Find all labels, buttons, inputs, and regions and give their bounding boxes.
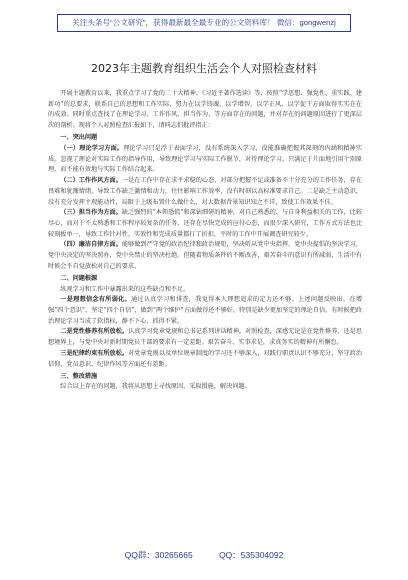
paragraph-integrity [48, 240, 362, 272]
paragraph-text: 一是在工作中存在求平求稳的心态，对部分把握不足或准备不十分充分的工作任务，存在畏难和犹豫情绪，导致工作缺乏激情和动力，往往影响工作效率，没有时刻以高标准要求自己。二是缺乏主动意识，没有充分发挥主观能动性，局限于上级布置什么做什么，对大数据背景知识知之不详，致使工作效果不佳。 [48, 177, 362, 206]
paragraph-ideals [48, 295, 362, 327]
measures-intro: 综合以上存在的问题，我将从思想上寻找原因，采取措施，解决问题。 [60, 383, 251, 391]
paragraph-lead: 三是纪律约束有所放松。 [60, 349, 129, 357]
document-body [48, 89, 362, 393]
section-heading-measures: 三、整改措施 [60, 372, 98, 380]
paragraph-text: 通过认真学习和排查，我觉得本人理想追求的定力还不够。上述问题反映出，在增强“四个意识”、坚定“四个自信”、做到“两个维护”方面做得还不够好，特别是缺少更加坚定的理论自信。有时候把政治理论学习当成了软指标，静不下心，抓得不紧。 [48, 296, 362, 325]
paragraph-text: 对党章党规以及单位规章制度的学习还不够深入，对践行职责认识不够充分，坚守政治信仰、党员意识、纪律作风等方面还有差距。 [48, 349, 362, 368]
intro-paragraph: 开展主题教育以来，我重点学习了党的二十大精神、《习近平著作选读》等，按照“学思想、强党性、重实践、建新功”的总要求，联系自己的思想和工作实际，努力在以学铸魂、以学增智、以学正风、以学促干方面取得实实在在的成效。同时重点查找了在理论学习、工作作风、担当作为、等方面存在的问题，并对存在的问题原因进行了更深层次的剖析。现将个人对照检查汇报如下，请同志们批评指正： [48, 90, 362, 130]
promo-banner: 关注头条号“公文研究”，获得最新最全最专业的公文资料库！ 微信：gongwenzj [57, 14, 351, 32]
paragraph-text: 认真学习党章党规和总书记系列讲话精神，对照检查，深感无论是在党性修养、还是思想境界上，与党中央对新时期党员干部的要求有一定差距。艰苦奋斗、实事求是，求真务实的精神有所懈怠。 [48, 328, 362, 347]
paragraph-text: 理论学习只是浮于表面学习，没有系统深入学习，没能准确把握其深刻的内涵和精神实质。忽视了理论对实际工作的指导作用，导致理论学习与实际工作脱节，对待理论学习，只满足于片面地引用个别原理，而不能有效地与实际工作结合起来。 [48, 145, 362, 174]
qq-group: QQ群：30265665 [124, 550, 193, 560]
section-heading-problems: 一、突出问题 [60, 134, 98, 142]
paragraph-work-style [48, 176, 362, 208]
paragraph-discipline [48, 349, 362, 370]
paragraph-theory-study [48, 144, 362, 176]
document-title: 2023年主题教育组织生活会个人对照检查材料 [91, 62, 317, 75]
contact-footer [0, 549, 408, 561]
paragraph-text: 缺乏强烈的“本领恐慌”和深钻细研的精神，对自己熟悉的、与自身利益相关的工作，比较尽心，而对于不太熟悉和工作程序较复杂的任务，还存在尽快完成的应付心态，而很少深入研究，工作方式方法也比较刻板单一，导致工作针对性、实效性和完成质量都打了折扣。平时的工作中开展调查研究较少。 [48, 209, 362, 238]
paragraph-responsibility [48, 208, 362, 240]
paragraph-text: 能够做到严守党的政治纪律和政治规矩，坚决听从党中央指挥，党中央提倡的坚决学习，党中央决定的坚决照办，党中央禁止的坚决杜绝。但随着物质条件的不断改善，艰苦奋斗的意识有所减弱，生活中有时候会不自觉放松对自己的要求。 [48, 241, 362, 270]
paragraph-lead: 一是理想信念有所弱化。 [60, 296, 131, 304]
root-causes-intro: 纵观学习和工作中暴露出来的这些缺点和不足。 [60, 285, 190, 293]
section-heading-root-causes: 二、问题根源 [60, 274, 98, 282]
paragraph-lead: （一）理论学习方面。 [60, 145, 124, 153]
paragraph-lead: （三）担当作为方面。 [60, 209, 122, 217]
paragraph-lead: （二）工作作风方面。 [60, 177, 122, 185]
paragraph-lead: （四）廉洁自律方面。 [60, 241, 122, 249]
paragraph-party-spirit [48, 327, 362, 348]
paragraph-lead: 二是党性修养有所放松。 [60, 328, 129, 336]
qq-contact: QQ：535304092 [219, 550, 284, 560]
